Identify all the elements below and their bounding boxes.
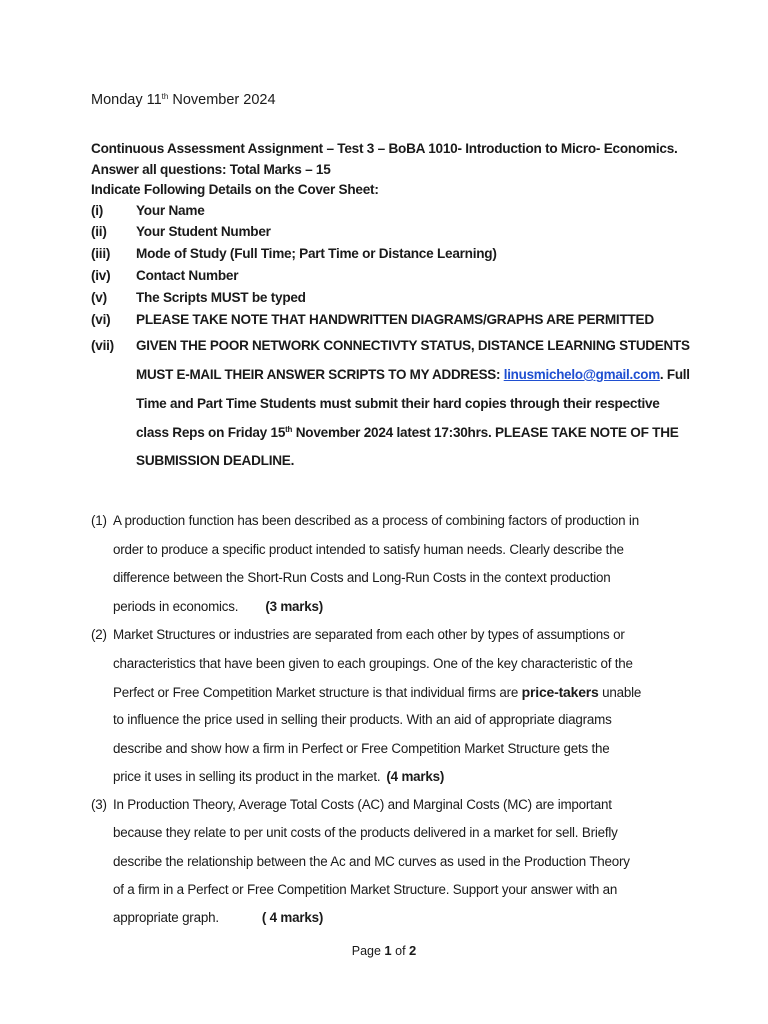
- instruction-line: Time and Part Time Students must submit their hard copies through their respective: [136, 396, 660, 411]
- question-text-line: order to produce a specific product intended to satisfy human needs. Clearly describe the: [113, 542, 624, 557]
- email-suffix: . Full: [659, 367, 690, 382]
- marks-label: (3 marks): [265, 599, 324, 614]
- instruction-line: GIVEN THE POOR NETWORK CONNECTIVTY STATUS, DISTANCE LEARNING STUDENTS: [136, 338, 690, 353]
- instruction-line: [136, 425, 679, 440]
- detail-number: (i): [91, 203, 104, 218]
- instruction-line: [136, 367, 690, 382]
- detail-text: Mode of Study (Full Time; Part Time or Distance Learning): [136, 246, 497, 261]
- date-ordinal: th: [161, 92, 169, 101]
- document-date: [91, 92, 276, 108]
- page-footer: [0, 943, 768, 958]
- current-page-number: 1: [384, 943, 392, 958]
- instruction-line: SUBMISSION DEADLINE.: [136, 453, 295, 468]
- total-pages-number: 2: [409, 943, 417, 958]
- detail-number: (vii): [91, 338, 114, 353]
- question-text-line: [113, 769, 444, 784]
- question-text-line: because they relate to per unit costs of the products delivered in a market for sell. Briefly: [113, 825, 618, 840]
- detail-text: Your Name: [136, 203, 205, 218]
- detail-number: (vi): [91, 312, 111, 327]
- detail-number: (iv): [91, 268, 111, 283]
- question-text-line: Market Structures or industries are separated from each other by types of assumptions or: [113, 627, 625, 642]
- detail-number: (v): [91, 290, 107, 305]
- question-number: (1): [91, 513, 107, 528]
- page-of-label: of: [391, 944, 410, 958]
- detail-text: Contact Number: [136, 268, 239, 283]
- question-number: (3): [91, 797, 107, 812]
- detail-text: The Scripts MUST be typed: [136, 290, 306, 305]
- marks-label: ( 4 marks): [261, 910, 324, 925]
- question-text-line: [113, 684, 641, 700]
- question-number: (2): [91, 627, 107, 642]
- assignment-title: Continuous Assessment Assignment – Test 3 – BoBA 1010- Introduction to Micro- Economics.: [91, 141, 678, 156]
- question-text-line: characteristics that have been given to each groupings. One of the key characteristic of the: [113, 656, 633, 671]
- question-text-line: [113, 599, 323, 614]
- deadline-prefix: class Reps on Friday 15: [136, 425, 286, 440]
- detail-number: (iii): [91, 246, 111, 261]
- cover-sheet-instruction: Indicate Following Details on the Cover Sheet:: [91, 182, 379, 197]
- date-month-year: November 2024: [168, 92, 276, 108]
- total-marks-line: Answer all questions: Total Marks – 15: [91, 162, 331, 177]
- date-day: Monday 11: [91, 92, 162, 108]
- question-text-line: In Production Theory, Average Total Costs (AC) and Marginal Costs (MC) are important: [113, 797, 612, 812]
- question-text-line: describe the relationship between the Ac and MC curves as used in the Production Theory: [113, 854, 630, 869]
- question-text-line: of a firm in a Perfect or Free Competition Market Structure. Support your answer with an: [113, 882, 618, 897]
- question-text-line: to influence the price used in selling their products. With an aid of appropriate diagrams: [113, 712, 612, 727]
- detail-number: (ii): [91, 224, 107, 239]
- deadline-suffix: November 2024 latest 17:30hrs. PLEASE TAKE NOTE OF THE: [292, 425, 679, 440]
- question-text: price it uses in selling its product in the market.: [113, 769, 381, 784]
- detail-text: Your Student Number: [136, 224, 271, 239]
- question-text: appropriate graph.: [113, 910, 219, 925]
- question-text-line: [113, 910, 323, 925]
- question-text: unable: [598, 685, 642, 700]
- email-prefix: MUST E-MAIL THEIR ANSWER SCRIPTS TO MY ADDRESS:: [136, 367, 504, 382]
- detail-text: PLEASE TAKE NOTE THAT HANDWRITTEN DIAGRAMS/GRAPHS ARE PERMITTED: [136, 312, 654, 327]
- page-label: Page: [351, 944, 385, 958]
- question-text-line: A production function has been described as a process of combining factors of production in: [113, 513, 639, 528]
- question-text: periods in economics.: [113, 599, 239, 614]
- price-takers-term: price-takers: [521, 684, 599, 700]
- question-text-line: describe and show how a firm in Perfect or Free Competition Market Structure gets the: [113, 741, 610, 756]
- question-text-line: difference between the Short-Run Costs and Long-Run Costs in the context production: [113, 570, 611, 585]
- question-text: Perfect or Free Competition Market structure is that individual firms are: [113, 685, 522, 700]
- email-link[interactable]: linusmichelo@gmail.com: [503, 367, 660, 382]
- marks-label: (4 marks): [386, 769, 445, 784]
- deadline-ordinal: th: [285, 425, 293, 434]
